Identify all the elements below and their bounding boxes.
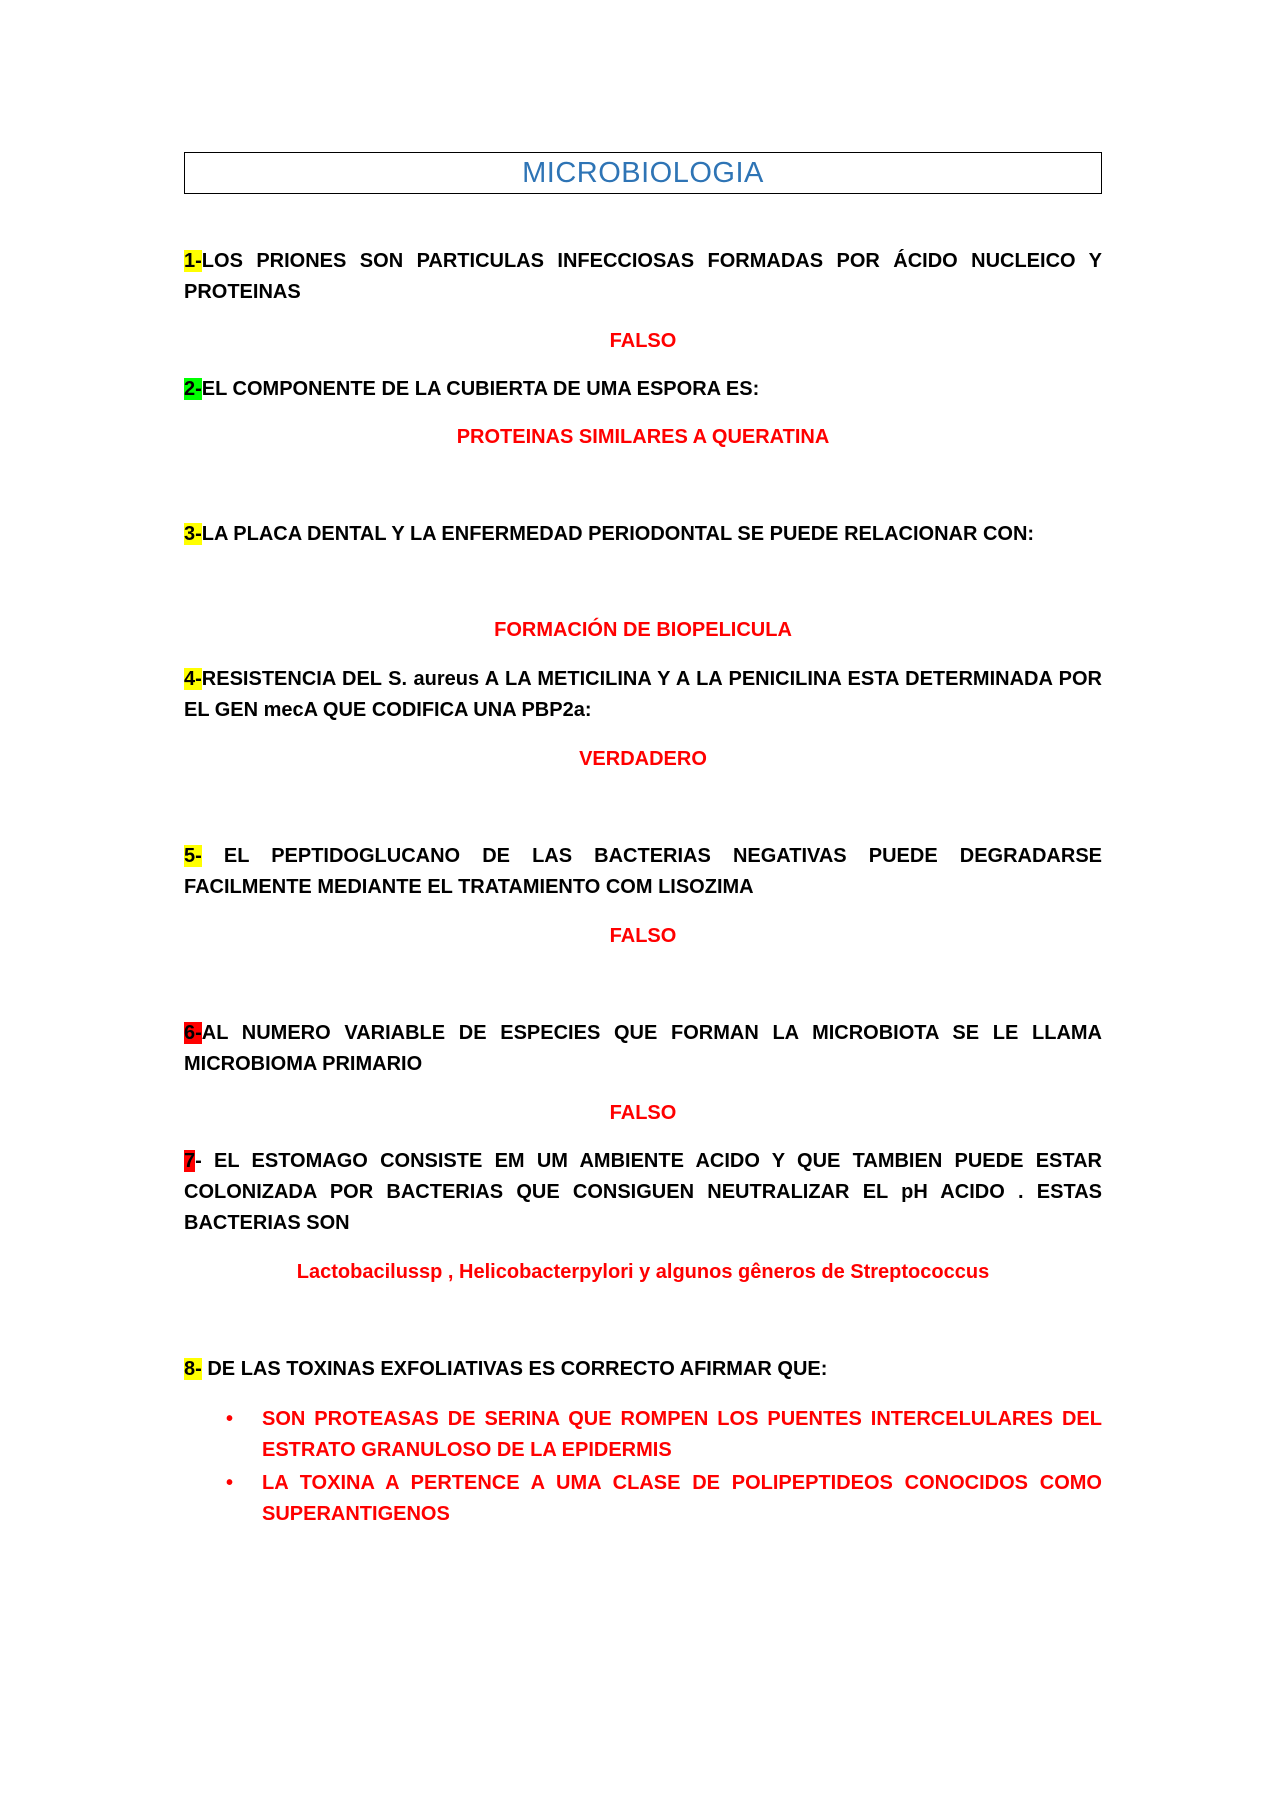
question-text: RESISTENCIA DEL S. aureus A LA METICILINA Y A LA PENICILINA ESTA DETERMINADA POR EL GEN mecA QUE CODIFICA UNA PBP2a: [184, 668, 1102, 721]
bullet-icon: • [226, 1408, 234, 1430]
bullet-text: LA TOXINA A PERTENCE A UMA CLASE DE POLIPEPTIDEOS CONOCIDOS COMO SUPERANTIGENOS [262, 1472, 1102, 1525]
answer-5: FALSO [609, 925, 677, 947]
question-number: 7 [184, 1150, 196, 1172]
question-number: 6- [184, 1022, 202, 1044]
question-text: AL NUMERO VARIABLE DE ESPECIES QUE FORMAN LA MICROBIOTA SE LE LLAMA MICROBIOMA PRIMARIO [184, 1022, 1102, 1075]
question-number: 2- [184, 378, 202, 400]
answer-3: FORMACIÓN DE BIOPELICULA [494, 619, 792, 641]
answer-6: FALSO [609, 1102, 677, 1124]
question-4 [184, 664, 1102, 726]
question-number: 5- [184, 845, 202, 867]
bullet-icon: • [226, 1472, 234, 1494]
question-text: - EL ESTOMAGO CONSISTE EM UM AMBIENTE ACIDO Y QUE TAMBIEN PUEDE ESTAR COLONIZADA POR BACTERIAS QUE CONSIGUEN NEUTRALIZAR EL pH ACIDO . ESTAS BACTERIAS SON [184, 1150, 1102, 1234]
question-number: 3- [184, 523, 202, 545]
question-number: 1- [184, 250, 202, 272]
answer-8-list [218, 1404, 1102, 1532]
question-text: EL PEPTIDOGLUCANO DE LAS BACTERIAS NEGATIVAS PUEDE DEGRADARSE FACILMENTE MEDIANTE EL TRATAMIENTO COM LISOZIMA [184, 845, 1102, 898]
list-item [218, 1404, 1102, 1466]
answer-1: FALSO [609, 330, 677, 352]
question-3 [184, 519, 1102, 550]
question-5 [184, 841, 1102, 903]
question-2 [184, 374, 1102, 405]
answer-7: Lactobacilussp , Helicobacterpylori y algunos gêneros de Streptococcus [296, 1261, 990, 1283]
question-1 [184, 246, 1102, 308]
question-text: LOS PRIONES SON PARTICULAS INFECCIOSAS FORMADAS POR ÁCIDO NUCLEICO Y PROTEINAS [184, 250, 1102, 303]
list-item [218, 1468, 1102, 1530]
document-title: MICROBIOLOGIA [522, 156, 764, 189]
question-7 [184, 1146, 1102, 1239]
question-number: 4- [184, 668, 202, 690]
question-8 [184, 1354, 1102, 1385]
title-box [184, 152, 1102, 194]
question-number: 8- [184, 1358, 202, 1380]
answer-4: VERDADERO [579, 748, 707, 770]
question-text: DE LAS TOXINAS EXFOLIATIVAS ES CORRECTO AFIRMAR QUE: [201, 1358, 828, 1380]
question-text: LA PLACA DENTAL Y LA ENFERMEDAD PERIODONTAL SE PUEDE RELACIONAR CON: [201, 523, 1035, 545]
bullet-text: SON PROTEASAS DE SERINA QUE ROMPEN LOS PUENTES INTERCELULARES DEL ESTRATO GRANULOSO DE LA EPIDERMIS [262, 1408, 1102, 1461]
question-6 [184, 1018, 1102, 1080]
answer-2: PROTEINAS SIMILARES A QUERATINA [456, 426, 830, 448]
question-text: EL COMPONENTE DE LA CUBIERTA DE UMA ESPORA ES: [201, 378, 760, 400]
